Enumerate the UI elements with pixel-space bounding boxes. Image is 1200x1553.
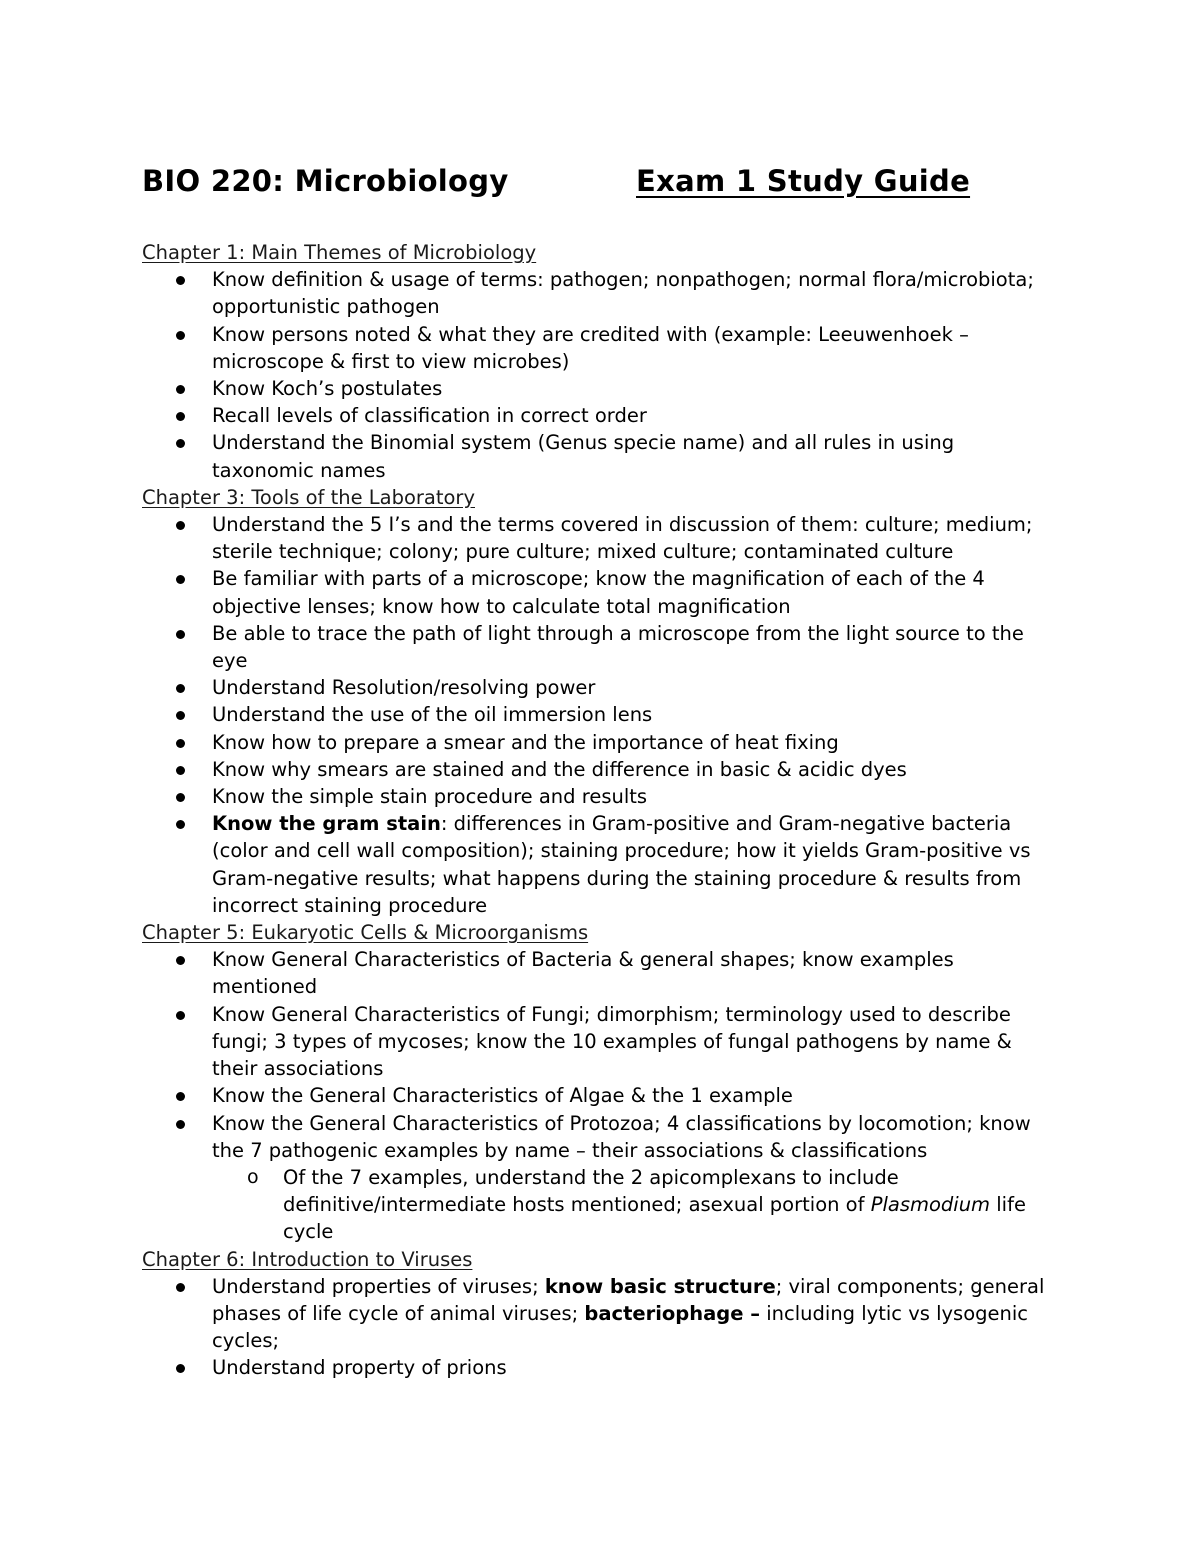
gram-stain-text: : differences in Gram-positive and Gram-negative bacteria (color and cell wall composition); staining procedure; how it yields Gram-positive vs Gram-negative results; what happens during the staining procedure & results from incorrect staining procedure — [212, 812, 1031, 917]
protozoa-text: Know the General Characteristics of Protozoa; 4 classifications by locomotion; know the 7 pathogenic examples by name – their associations & classifications — [212, 1111, 1031, 1162]
chapter-5-list — [142, 946, 1062, 1245]
list-item: Know persons noted & what they are credited with (example: Leeuwenhoek – microscope & first to view microbes) — [212, 321, 1062, 375]
list-item: Know how to prepare a smear and the importance of heat fixing — [212, 729, 1062, 756]
sub-item-text-end: life cycle — [283, 1193, 1026, 1244]
document-body — [142, 239, 1062, 1382]
list-item: Understand the Binomial system (Genus specie name) and all rules in using taxonomic names — [212, 429, 1062, 483]
list-item: Recall levels of classification in correct order — [212, 402, 1062, 429]
sub-item-text: Of the 7 examples, understand the 2 apicomplexans to include definitive/intermediate hosts mentioned; asexual portion of — [283, 1165, 899, 1217]
list-item: Know definition & usage of terms: pathogen; nonpathogen; normal flora/microbiota; opportunistic pathogen — [212, 266, 1062, 320]
virus-text-3: including lytic vs lysogenic cycles; — [212, 1301, 1029, 1353]
list-item: Know General Characteristics of Fungi; dimorphism; terminology used to describe fungi; 3 types of mycoses; know the 10 examples of fungal pathogens by name & their associations — [212, 1001, 1062, 1083]
list-item: Understand property of prions — [212, 1354, 1062, 1381]
sub-list-item — [283, 1164, 1062, 1246]
gram-stain-bold: Know the gram stain — [212, 812, 441, 836]
chapter-6-list — [142, 1273, 1062, 1382]
list-item: Understand the use of the oil immersion lens — [212, 701, 1062, 728]
list-item: Know General Characteristics of Bacteria & general shapes; know examples mentioned — [212, 946, 1062, 1000]
chapter-6-heading: Chapter 6: Introduction to Viruses — [142, 1247, 473, 1271]
list-item: Know the General Characteristics of Algae & the 1 example — [212, 1082, 1062, 1109]
chapter-5-heading: Chapter 5: Eukaryotic Cells & Microorganisms — [142, 921, 589, 945]
list-item: Be able to trace the path of light through a microscope from the light source to the eye — [212, 620, 1062, 674]
list-item: Understand the 5 I’s and the terms covered in discussion of them: culture; medium; sterile technique; colony; pure culture; mixed culture; contaminated culture — [212, 511, 1062, 565]
virus-item — [212, 1273, 1062, 1355]
list-item: Know why smears are stained and the difference in basic & acidic dyes — [212, 756, 1062, 783]
plasmodium-italic: Plasmodium — [870, 1193, 991, 1217]
chapter-3-list — [142, 511, 1062, 919]
list-item: Know Koch’s postulates — [212, 375, 1062, 402]
protozoa-item — [212, 1110, 1062, 1246]
list-item: Understand Resolution/resolving power — [212, 674, 1062, 701]
gram-stain-item — [212, 810, 1062, 919]
chapter-1-list — [142, 266, 1062, 484]
list-item: Know the simple stain procedure and results — [212, 783, 1062, 810]
basic-structure-bold: know basic structure — [544, 1274, 776, 1298]
chapter-3-heading: Chapter 3: Tools of the Laboratory — [142, 485, 475, 509]
study-guide-title: Exam 1 Study Guide — [636, 164, 971, 198]
virus-text-1: Understand properties of viruses; — [212, 1274, 545, 1298]
bacteriophage-bold: bacteriophage – — [584, 1301, 761, 1325]
virus-text-2: ; viral components; general phases of life cycle of animal viruses; — [212, 1274, 1045, 1325]
protozoa-sublist — [212, 1164, 1062, 1246]
course-title: BIO 220: Microbiology — [142, 164, 509, 198]
list-item: Be familiar with parts of a microscope; know the magnification of each of the 4 objective lenses; know how to calculate total magnification — [212, 565, 1062, 619]
chapter-1-heading: Chapter 1: Main Themes of Microbiology — [142, 241, 537, 264]
